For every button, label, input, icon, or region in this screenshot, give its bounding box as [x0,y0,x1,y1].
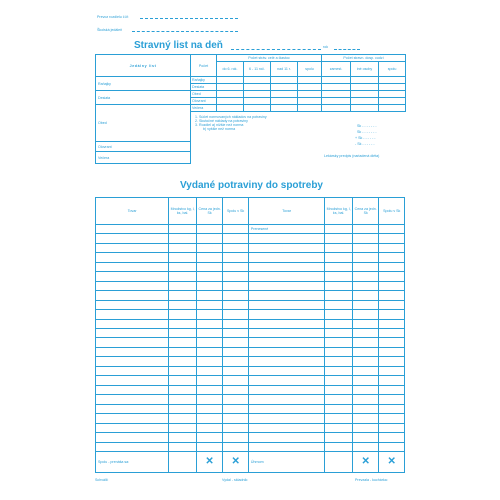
issued-cell [379,404,405,413]
issued-cell [379,328,405,337]
issued-cell [169,262,197,271]
issued-cell [196,281,223,290]
issued-row [96,423,405,432]
issued-cell [352,338,379,347]
issued-cell [96,338,169,347]
note-suffix-3: + Sk - - - - - - [355,136,376,140]
issued-cell [352,234,379,243]
header-line-2-fill [132,31,238,32]
issued-cell [325,291,353,300]
issued-cell [223,347,248,356]
footer-received-by: Prevzala - kuchárka: [355,478,388,482]
issued-cell [96,243,169,252]
diet-table [95,54,406,164]
issued-cell [169,395,197,404]
issued-cell [196,395,223,404]
meal-row-3: Obed [191,91,217,98]
issued-cell [248,366,324,375]
issued-cell [196,385,223,394]
issued-row [96,404,405,413]
sub-col-3: nad 11 r. [271,62,298,77]
sub-col-4: spolu [298,62,322,77]
issued-cell [96,376,169,385]
issued-cell [379,319,405,328]
issued-row [96,395,405,404]
issued-cell [96,395,169,404]
issued-cell [379,281,405,290]
issued-cell [169,310,197,319]
issued-cell [379,243,405,252]
issued-cell [325,272,353,281]
left-col-tovar: Tovar [96,198,169,225]
issued-cell [169,328,197,337]
meal-label-3: Obed [96,105,191,142]
issued-table [95,197,405,473]
issued-cell [169,357,197,366]
issued-cell [248,243,324,252]
issued-cell [325,385,353,394]
issued-cell [325,376,353,385]
issued-cell [248,310,324,319]
prid-header: Počet stravn. dosp. cudzí [322,55,406,62]
issued-row [96,328,405,337]
issued-cell [352,385,379,394]
issued-cell [223,243,248,252]
issued-row [96,414,405,423]
issued-cell [325,243,353,252]
issued-cell [379,433,405,442]
issued-row [96,310,405,319]
issued-cell [169,376,197,385]
issued-cell [96,328,169,337]
issued-cell [196,243,223,252]
issued-cell [379,262,405,271]
issued-cell [248,404,324,413]
issued-cell [169,442,197,452]
issued-cell [352,310,379,319]
note-4: b) vyššie než norma [203,127,236,131]
sub-col-2: 6 - 11 roč. [244,62,271,77]
issued-cell [352,376,379,385]
issued-cell [196,423,223,432]
issued-cell [96,414,169,423]
issued-cell [223,385,248,394]
issued-cell [352,347,379,356]
left-col-spolu: Spolu v Sk [223,198,248,225]
issued-row [96,385,405,394]
x-mark-2: ✕ [231,456,240,468]
issued-cell [248,414,324,423]
issued-cell [352,414,379,423]
issued-cell [96,310,169,319]
issued-cell [248,376,324,385]
issued-cell [169,338,197,347]
issued-cell [352,281,379,290]
issued-cell [223,328,248,337]
issued-cell [196,366,223,375]
issued-cell [96,385,169,394]
issued-cell [248,262,324,271]
issued-row [96,234,405,243]
issued-row [96,291,405,300]
meal-row-1: Raňajky [191,77,217,84]
issued-cell [196,234,223,243]
issued-cell [379,300,405,309]
issued-row [96,347,405,356]
issued-cell [325,414,353,423]
issued-cell [96,253,169,262]
issued-cell [352,253,379,262]
issued-cell [379,423,405,432]
issued-cell [379,357,405,366]
header-line-1: Prevoz rozdielu č.lít [97,15,129,19]
issued-row [96,366,405,375]
issued-row [96,433,405,442]
issued-cell [352,319,379,328]
note-3: 3. Rozdiel a) nižšie než norma [195,123,244,127]
issued-cell [169,385,197,394]
issued-cell [223,272,248,281]
sub-col-1: do 6. rok. [217,62,244,77]
issued-cell [223,291,248,300]
issued-row [96,338,405,347]
issued-cell [169,281,197,290]
issued-cell [96,366,169,375]
issued-cell [196,300,223,309]
issued-cell [96,442,169,452]
issued-cell [325,300,353,309]
issued-cell [223,319,248,328]
issued-cell [248,272,324,281]
meal-row-4: Olovrant [191,98,217,105]
issued-cell [352,423,379,432]
issued-cell [223,414,248,423]
issued-cell [248,253,324,262]
total-left-label: Spolu - prenáša sa: [96,452,169,473]
issued-cell [325,442,353,452]
issued-cell [352,328,379,337]
note-suffix-2: Sk - - - - - - - [357,130,377,134]
issued-cell [379,395,405,404]
header-line-2: Školská jedáleň [97,28,123,32]
issued-cell [96,404,169,413]
issued-cell [96,272,169,281]
issued-cell [325,366,353,375]
issued-cell [169,234,197,243]
issued-cell [248,433,324,442]
issued-cell [96,281,169,290]
issued-cell [169,414,197,423]
issued-cell [248,338,324,347]
note-suffix-1: Sk - - - - - - - [357,124,377,128]
issued-cell [223,404,248,413]
issued-cell [379,272,405,281]
issued-cell [223,376,248,385]
issued-cell [352,395,379,404]
issued-cell [352,404,379,413]
note-1: 1. Súčet normovaných nákladov na potraviny [195,115,267,119]
issued-row [96,272,405,281]
issued-cell [223,253,248,262]
issued-cell [196,310,223,319]
diet-date-fill [231,49,321,50]
issued-cell [169,319,197,328]
issued-body [96,234,405,452]
issued-cell [325,338,353,347]
note-2: 2. Skutočné náklady na potraviny [195,119,248,123]
issued-cell [379,253,405,262]
issued-cell [352,366,379,375]
left-col-mnozstvo: Množstvo kg, l, ks, bal. [169,198,197,225]
issued-cell [248,357,324,366]
issued-cell [379,385,405,394]
issued-cell [223,338,248,347]
issued-cell [223,281,248,290]
issued-cell [379,310,405,319]
meal-row-2: Desiata [191,84,217,91]
issued-cell [223,357,248,366]
issued-cell [96,347,169,356]
x-mark-4: ✕ [387,456,396,468]
issued-cell [379,414,405,423]
meal-row-5: Večera [191,105,217,112]
issued-row [96,319,405,328]
issued-cell [196,319,223,328]
issued-cell [248,300,324,309]
issued-cell [325,433,353,442]
issued-cell [248,385,324,394]
issued-cell [223,300,248,309]
sub-col-7: spolu [379,62,406,77]
issued-cell [352,300,379,309]
meal-label-1: Raňajky [96,77,191,91]
issued-cell [325,262,353,271]
issued-cell [169,404,197,413]
issued-cell [325,234,353,243]
issued-cell [223,442,248,452]
right-col-cena: Cena za jedn. Sk [352,198,379,225]
issued-row [96,243,405,252]
right-col-spolu: Spolu v Sk [379,198,405,225]
issued-cell [248,442,324,452]
issued-cell [248,281,324,290]
issued-cell [248,291,324,300]
issued-cell [96,234,169,243]
issued-cell [96,319,169,328]
issued-cell [352,433,379,442]
diet-year-fill [334,49,360,50]
issued-cell [379,376,405,385]
issued-cell [196,291,223,300]
issued-cell [169,272,197,281]
issued-cell [196,253,223,262]
issued-cell [379,291,405,300]
issued-cell [169,253,197,262]
x-mark-3: ✕ [361,456,370,468]
issued-cell [352,243,379,252]
issued-cell [169,366,197,375]
issued-cell [96,423,169,432]
issued-cell [96,291,169,300]
meal-label-2: Desiata [96,91,191,105]
issued-cell [96,433,169,442]
strav-header: Počet stráv. celé a čiastoc [217,55,322,62]
issued-row [96,442,405,452]
issued-row [96,376,405,385]
issued-cell [169,291,197,300]
issued-cell [325,404,353,413]
diet-title: Stravný list na deň [134,40,223,51]
issued-cell [325,310,353,319]
issued-cell [223,423,248,432]
issued-cell [248,319,324,328]
issued-cell [248,395,324,404]
diet-signature: Lekársky predpis (nariadená diéta) [324,154,380,158]
issued-cell [325,281,353,290]
col-pocet: Počet [191,55,217,77]
total-right-label: Úhrnom [248,452,324,473]
meal-label-4: Olovrant [96,142,191,152]
footer-issued-by: Vydal - skladník: [222,478,249,482]
issued-row [96,281,405,290]
issued-cell [248,328,324,337]
issued-cell [96,262,169,271]
issued-cell [223,262,248,271]
right-col-mnozstvo: Množstvo kg, l, ks, bal. [325,198,353,225]
issued-row [96,300,405,309]
issued-cell [352,442,379,452]
issued-cell [379,347,405,356]
issued-row [96,253,405,262]
issued-cell [223,395,248,404]
issued-cell [325,319,353,328]
issued-cell [352,262,379,271]
meal-label-5: Večera [96,152,191,164]
note-suffix-4: - Sk - - - - - - [355,142,375,146]
issued-cell [96,300,169,309]
issued-cell [325,423,353,432]
issued-cell [325,347,353,356]
issued-cell [196,376,223,385]
issued-cell [169,433,197,442]
sub-col-6: iné osoby [351,62,379,77]
issued-cell [325,328,353,337]
issued-cell [352,357,379,366]
x-mark-1: ✕ [205,456,214,468]
issued-cell [196,338,223,347]
issued-cell [196,272,223,281]
issued-cell [196,433,223,442]
header-line-1-fill [140,18,238,19]
issued-cell [196,414,223,423]
issued-cell [325,357,353,366]
issued-cell [169,347,197,356]
col-jedalny-list: Jedálny list [96,55,191,77]
left-col-cena: Cena za jedn. Sk [196,198,223,225]
issued-cell [196,262,223,271]
issued-cell [248,423,324,432]
diet-rok-label: rok [323,45,328,49]
issued-cell [325,253,353,262]
sub-col-5: zamest. [322,62,351,77]
issued-cell [248,347,324,356]
issued-cell [352,291,379,300]
issued-cell [96,357,169,366]
issued-cell [248,234,324,243]
right-col-tovar: Tovar [248,198,324,225]
issued-cell [223,433,248,442]
issued-cell [379,366,405,375]
footer-approved: Schválil: [95,478,109,482]
issued-cell [223,366,248,375]
issued-cell [223,234,248,243]
issued-cell [169,423,197,432]
issued-row [96,357,405,366]
issued-cell [196,442,223,452]
issued-cell [379,234,405,243]
issued-row [96,262,405,271]
issued-cell [169,300,197,309]
issued-cell [196,404,223,413]
issued-cell [325,395,353,404]
issued-cell [196,347,223,356]
issued-cell [196,328,223,337]
issued-cell [196,357,223,366]
issued-cell [379,442,405,452]
issued-cell [379,338,405,347]
issued-cell [223,310,248,319]
issued-cell [352,272,379,281]
prenesene-label: Prenesené [248,224,324,233]
issued-title: Vydané potraviny do spotreby [180,180,323,191]
issued-cell [169,243,197,252]
